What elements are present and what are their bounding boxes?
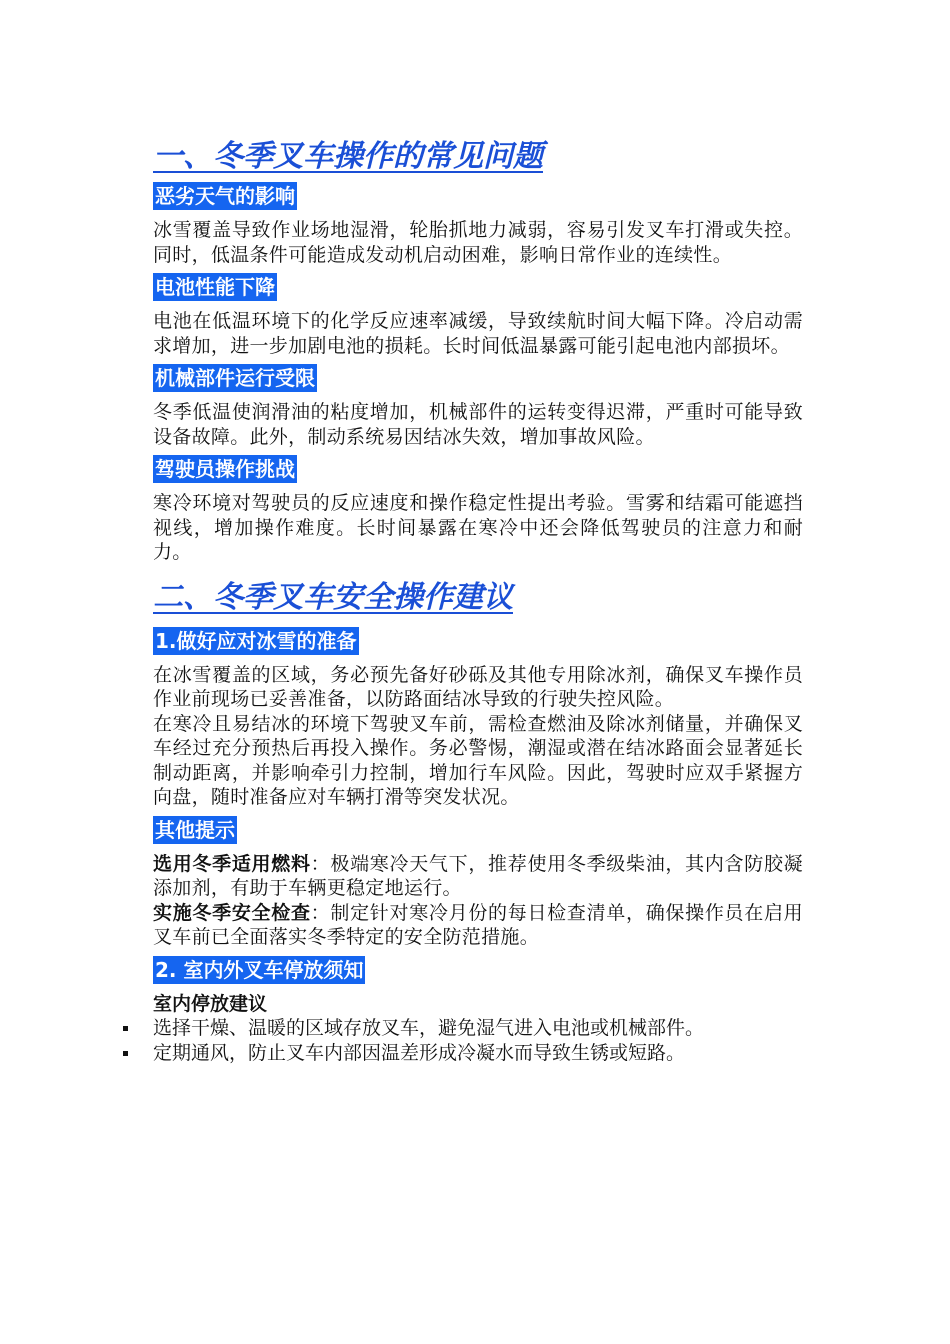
heading-parking-wrap xyxy=(153,956,803,986)
heading-mechanical: 机械部件运行受限 xyxy=(155,366,315,390)
list-item xyxy=(153,1016,803,1041)
paragraph-ice-prep-2: 在寒冷且易结冰的环境下驾驶叉车前，需检查燃油及除冰剂储量，并确保叉车经过充分预热后再投入操作。务必警惕，潮湿或潜在结冰路面会显著延长制动距离，并影响牵引力控制，增加行车风险。因此，驾驶时应双手紧握方向盘，随时准备应对车辆打滑等突发状况。 xyxy=(153,712,803,808)
heading-bad-weather-wrap xyxy=(153,182,803,212)
section1-title: 一、冬季叉车操作的常见问题 xyxy=(153,139,543,174)
tip-inspection-label: 实施冬季安全检查 xyxy=(153,901,311,924)
heading-ice-prep: 1.做好应对冰雪的准备 xyxy=(155,628,357,653)
heading-ice-prep-wrap xyxy=(153,627,803,657)
tip-fuel-text: ：极端寒冷天气下，推荐使用冬季级柴油，其内含防胶凝添加剂，有助于车辆更稳定地运行。 xyxy=(153,852,803,899)
tip-fuel xyxy=(153,852,803,901)
heading-bad-weather: 恶劣天气的影响 xyxy=(155,184,295,208)
heading-tips: 其他提示 xyxy=(155,817,235,842)
list-item xyxy=(153,1041,803,1066)
heading-tips-wrap xyxy=(153,816,803,846)
subheading-indoor-parking: 室内停放建议 xyxy=(153,992,268,1015)
tip-inspection xyxy=(153,901,803,950)
bullet-icon xyxy=(123,1026,128,1031)
heading-driver-wrap xyxy=(153,455,803,485)
paragraph-mechanical: 冬季低温使润滑油的粘度增加，机械部件的运转变得迟滞，严重时可能导致设备故障。此外，制动系统易因结冰失效，增加事故风险。 xyxy=(153,401,803,448)
heading-battery: 电池性能下降 xyxy=(155,275,275,299)
paragraph-battery: 电池在低温环境下的化学反应速率减缓，导致续航时间大幅下降。冷启动需求增加，进一步加剧电池的损耗。长时间低温暴露可能引起电池内部损坏。 xyxy=(153,310,803,357)
list-item-text: 定期通风，防止叉车内部因温差形成冷凝水而导致生锈或短路。 xyxy=(153,1042,686,1064)
tip-inspection-text: ：制定针对寒冷月份的每日检查清单，确保操作员在启用叉车前已全面落实冬季特定的安全防范措施。 xyxy=(153,901,803,948)
paragraph-ice-prep-1: 在冰雪覆盖的区域，务必预先备好砂砾及其他专用除冰剂，确保叉车操作员作业前现场已妥善准备，以防路面结冰导致的行驶失控风险。 xyxy=(153,663,803,710)
paragraph-bad-weather: 冰雪覆盖导致作业场地湿滑，轮胎抓地力减弱，容易引发叉车打滑或失控。同时，低温条件可能造成发动机启动困难，影响日常作业的连续性。 xyxy=(153,219,803,266)
list-item-text: 选择干燥、温暖的区域存放叉车，避免湿气进入电池或机械部件。 xyxy=(153,1017,705,1039)
indoor-parking-list xyxy=(153,1016,803,1066)
bullet-icon xyxy=(123,1051,128,1056)
document-content xyxy=(153,128,803,1066)
heading-mechanical-wrap xyxy=(153,364,803,394)
section2-title: 二、冬季叉车安全操作建议 xyxy=(153,579,513,615)
heading-parking: 2. 室内外叉车停放须知 xyxy=(155,957,364,982)
heading-driver: 驾驶员操作挑战 xyxy=(155,457,295,481)
tip-fuel-label: 选用冬季适用燃料 xyxy=(153,852,311,875)
paragraph-driver: 寒冷环境对驾驶员的反应速度和操作稳定性提出考验。雪雾和结霜可能遮挡视线，增加操作难度。长时间暴露在寒冷中还会降低驾驶员的注意力和耐力。 xyxy=(153,492,803,563)
heading-battery-wrap xyxy=(153,273,803,303)
